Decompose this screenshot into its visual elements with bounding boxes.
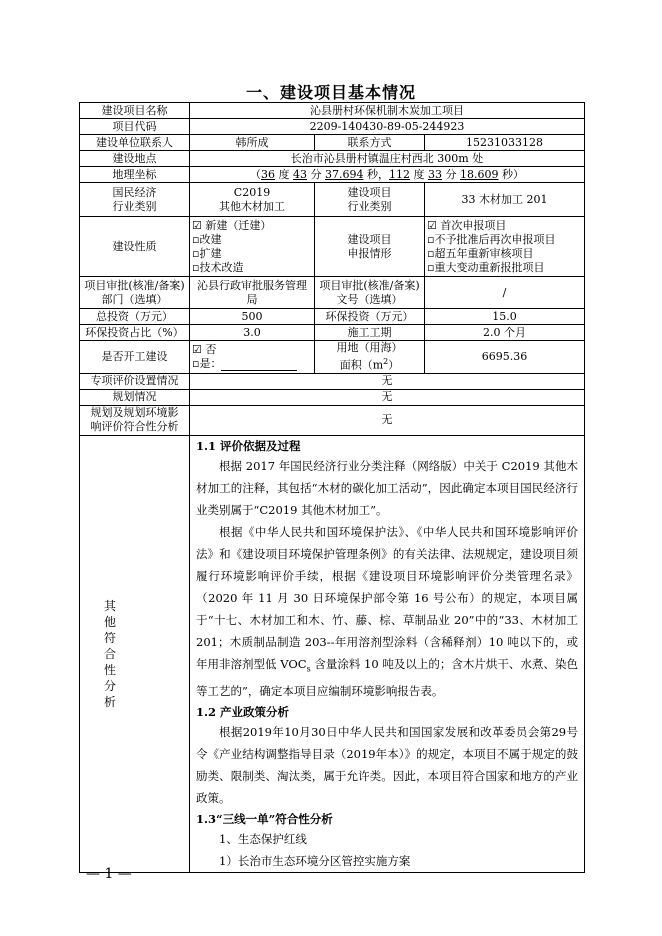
industry-value: C2019 其他木材加工: [190, 183, 315, 217]
other-side-label: 其 他 符 合 性 分 析: [80, 435, 190, 872]
category-label: 建设项目 行业类别: [315, 183, 425, 217]
started-yes: ▫是：: [192, 357, 312, 371]
plan-env: 无: [190, 405, 585, 435]
invest-label: 总投资（万元）: [80, 309, 190, 325]
env-ratio-label: 环保投资占比（%）: [80, 325, 190, 341]
project-name-label: 建设项目名称: [80, 103, 190, 119]
declare-opt-5yr: ▫超五年重新审核项目: [427, 246, 534, 260]
duration-label: 施工工期: [315, 325, 425, 341]
env-ratio: 3.0: [190, 325, 315, 341]
nature-opt-rebuild: ▫改建: [192, 232, 222, 246]
nature-label: 建设性质: [80, 217, 190, 277]
coord: （36 度 43 分 37.694 秒，112 度 33 分 18.609 秒）: [190, 167, 585, 183]
page-title: 一、建设项目基本情况: [245, 83, 416, 102]
category-value: 33 木材加工 201: [425, 183, 585, 217]
started-label: 是否开工建设: [80, 341, 190, 374]
special: 无: [190, 373, 585, 389]
contact-method-label: 联系方式: [315, 135, 425, 151]
section-1-3-item-1: 1、生态保护红线: [219, 831, 307, 846]
plan-label: 规划情况: [80, 389, 190, 405]
approval-dept: 沁县行政审批服务管理 局: [190, 277, 315, 309]
started-no: ☑ 否: [192, 342, 217, 356]
declare-opt-first: ☑ 首次申报项目: [427, 218, 507, 232]
location-label: 建设地点: [80, 151, 190, 167]
contact-label: 建设单位联系人: [80, 135, 190, 151]
nature-options: [190, 217, 315, 277]
section-1-1-para-2: 根据《中华人民共和国环境保护法》、《中华人民共和国环境影响评价法》和《建设项目环境保护管理条例》的有关法律、法规规定，建设项目须履行环境影响评价手续，根据《建设项目环境影响评价分类管理名录》（2020 年 11 月 30 日环境保护部令第 16 号公布）的规定，本项目属于“十七、木材加工和木、竹、藤、棕、草制品业 20”中的“33、木材加工 201；木质制品制造 203--年用溶剂型涂料（含稀释剂）10 吨以下的，或年用非溶剂型低 $VOC_s$ 含量涂料 10 吨及以上的；含木片烘干、水煮、染色等工艺的”，确定本项目应编制环境影响报告表。: [196, 524, 578, 698]
declare-opt-major: ▫重大变动重新报批项目: [427, 260, 545, 274]
area-label: 用地（用海） 面积$(m^2)$: [315, 341, 425, 374]
invest: 500: [190, 309, 315, 325]
plan: 无: [190, 389, 585, 405]
declare-label: 建设项目 申报情形: [315, 217, 425, 277]
area: 6695.36: [425, 341, 585, 374]
other-analysis-body: [190, 435, 585, 872]
location: 长治市沁县册村镇温庄村西北 300m 处: [190, 151, 585, 167]
page-number: — 1 —: [86, 866, 132, 882]
plan-env-label: 规划及规划环境影 响评价符合性分析: [80, 405, 190, 435]
contact: 韩所成: [190, 135, 315, 151]
approval-doc: /: [425, 277, 585, 309]
approval-dept-label: 项目审批(核准/备案) 部门（选填）: [80, 277, 190, 309]
section-1-2-heading: 1.2 产业政策分析: [196, 704, 290, 719]
approval-doc-label: 项目审批(核准/备案) 文号（选填）: [315, 277, 425, 309]
project-code: 2209-140430-89-05-244923: [190, 119, 585, 135]
project-code-label: 项目代码: [80, 119, 190, 135]
project-name: 沁县册村环保机制木炭加工项目: [190, 103, 585, 119]
env-invest: 15.0: [425, 309, 585, 325]
industry-label: 国民经济 行业类别: [80, 183, 190, 217]
env-invest-label: 环保投资（万元）: [315, 309, 425, 325]
section-1-3-item-2: 1）长治市生态环境分区管控实施方案: [219, 853, 411, 868]
nature-opt-tech: ▫技术改造: [192, 260, 244, 274]
coord-label: 地理坐标: [80, 167, 190, 183]
special-label: 专项评价设置情况: [80, 373, 190, 389]
section-1-3-heading: 1.3“三线一单”符合性分析: [196, 811, 333, 826]
nature-opt-expand: ▫扩建: [192, 246, 222, 260]
section-1-2-para: 根据2019年10月30日中华人民共和国国家发展和改革委员会第29号令《产业结构调整指导目录（2019年本）》的规定，本项目不属于规定的鼓励类、限制类、淘汰类，属于允许类。因此，本项目符合国家和地方的产业政策。: [196, 724, 578, 805]
started-options: [190, 341, 315, 374]
nature-opt-new: ☑ 新建（迁建）: [192, 218, 272, 232]
declare-opt-reapply: ▫不予批准后再次申报项目: [427, 232, 556, 246]
declare-options: [425, 217, 585, 277]
section-1-1-para-1: 根据 2017 年国民经济行业分类注释（网络版）中关于 C2019 其他木材加工的注释，其包括“木材的碳化加工活动”，因此确定本项目国民经济行业类别属于“C2019 其他木材加工”。: [196, 458, 578, 517]
project-info-table: [79, 102, 585, 873]
section-1-1-heading: 1.1 评价依据及过程: [196, 438, 301, 453]
phone: 15231033128: [425, 135, 585, 151]
duration: 2.0 个月: [425, 325, 585, 341]
